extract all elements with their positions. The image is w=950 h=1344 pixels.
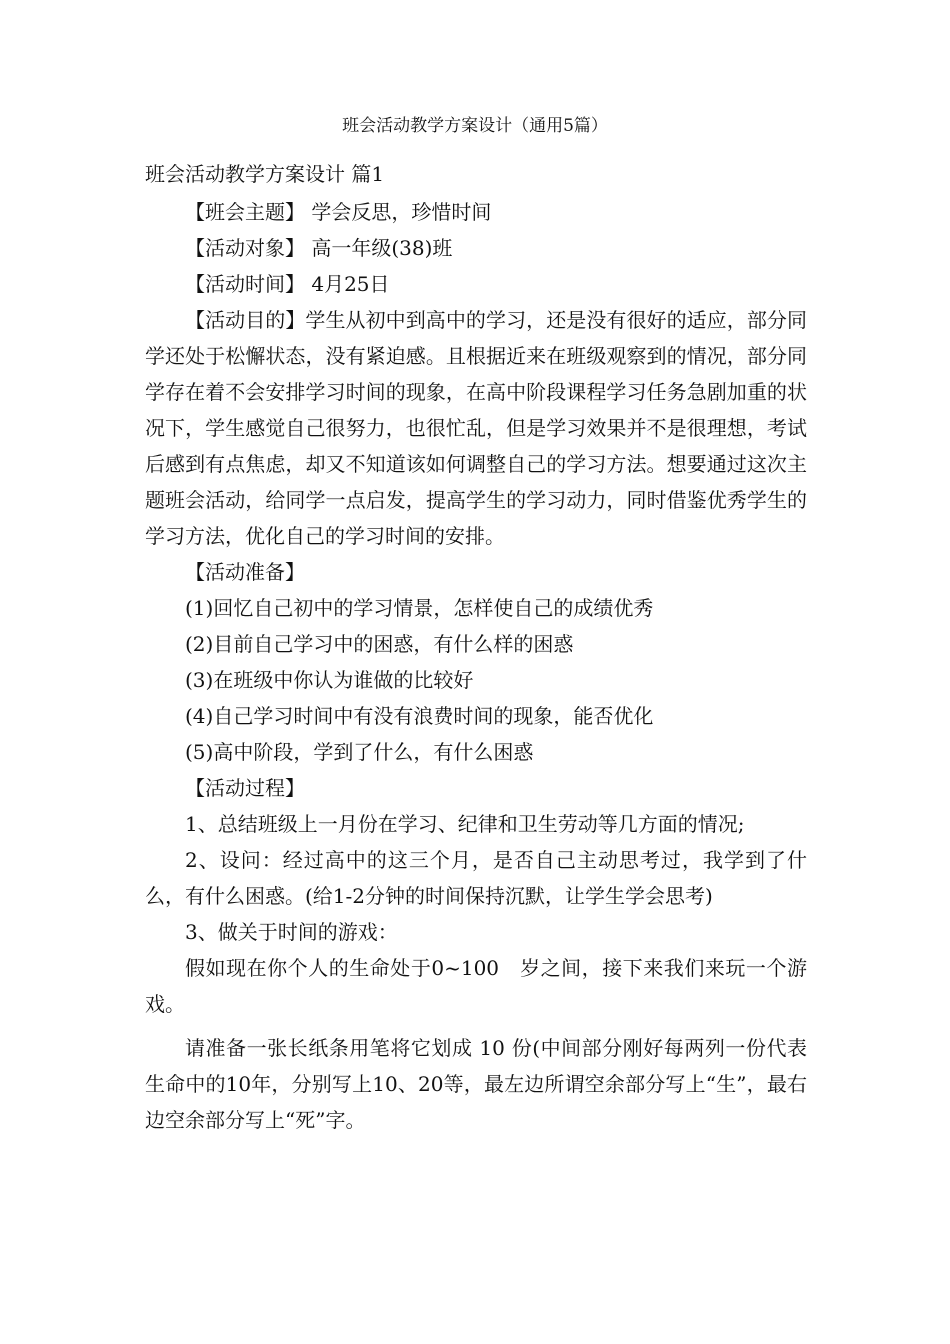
- paragraph-game-intro: 假如现在你个人的生命处于0~100 岁之间，接下来我们来玩一个游戏。: [145, 956, 807, 1016]
- list-item: (5)高中阶段，学到了什么，有什么困惑: [185, 740, 534, 764]
- section-title: 班会活动教学方案设计 篇1: [145, 162, 385, 186]
- paragraph-purpose: 【活动目的】学生从初中到高中的学习，还是没有很好的适应，部分同学还处于松懈状态，没有紧迫感。且根据近来在班级观察到的情况，部分同学存在着不会安排学习时间的现象，在高中阶段课程学习任务急剧加重的状况下，学生感觉自己很努力，也很忙乱，但是学习效果并不是很理想，考试后感到有点焦虑，却又不知道该如何调整自己的学习方法。想要通过这次主题班会活动，给同学一点启发，提高学生的学习动力，同时借鉴优秀学生的学习方法，优化自己的学习时间的安排。: [145, 308, 807, 548]
- document-body: [145, 194, 807, 1138]
- list-item: (4)自己学习时间中有没有浪费时间的现象，能否优化: [185, 704, 654, 728]
- list-item: (2)目前自己学习中的困惑，有什么样的困惑: [185, 632, 574, 656]
- paragraph-audience: 【活动对象】 高一年级(38)班: [185, 236, 453, 260]
- list-item: 2、设问：经过高中的这三个月，是否自己主动思考过，我学到了什么，有什么困惑。(给1-2分钟的时间保持沉默，让学生学会思考): [145, 848, 807, 908]
- paragraph-game-instructions: 请准备一张长纸条用笔将它划成 10 份(中间部分刚好每两列一份代表生命中的10年，分别写上10、20等，最左边所谓空余部分写上“生”，最右边空余部分写上“死”字。: [145, 1036, 807, 1132]
- list-item: 3、做关于时间的游戏：: [185, 920, 398, 944]
- document-title: 班会活动教学方案设计（通用5篇）: [342, 116, 608, 136]
- paragraph-preparation-heading: 【活动准备】: [185, 560, 305, 584]
- paragraph-theme: 【班会主题】 学会反思，珍惜时间: [185, 200, 492, 224]
- list-item: (3)在班级中你认为谁做的比较好: [185, 668, 474, 692]
- list-item: 1、总结班级上一月份在学习、纪律和卫生劳动等几方面的情况;: [185, 812, 745, 836]
- list-item: (1)回忆自己初中的学习情景，怎样使自己的成绩优秀: [185, 596, 654, 620]
- paragraph-time: 【活动时间】 4月25日: [185, 272, 390, 296]
- paragraph-process-heading: 【活动过程】: [185, 776, 305, 800]
